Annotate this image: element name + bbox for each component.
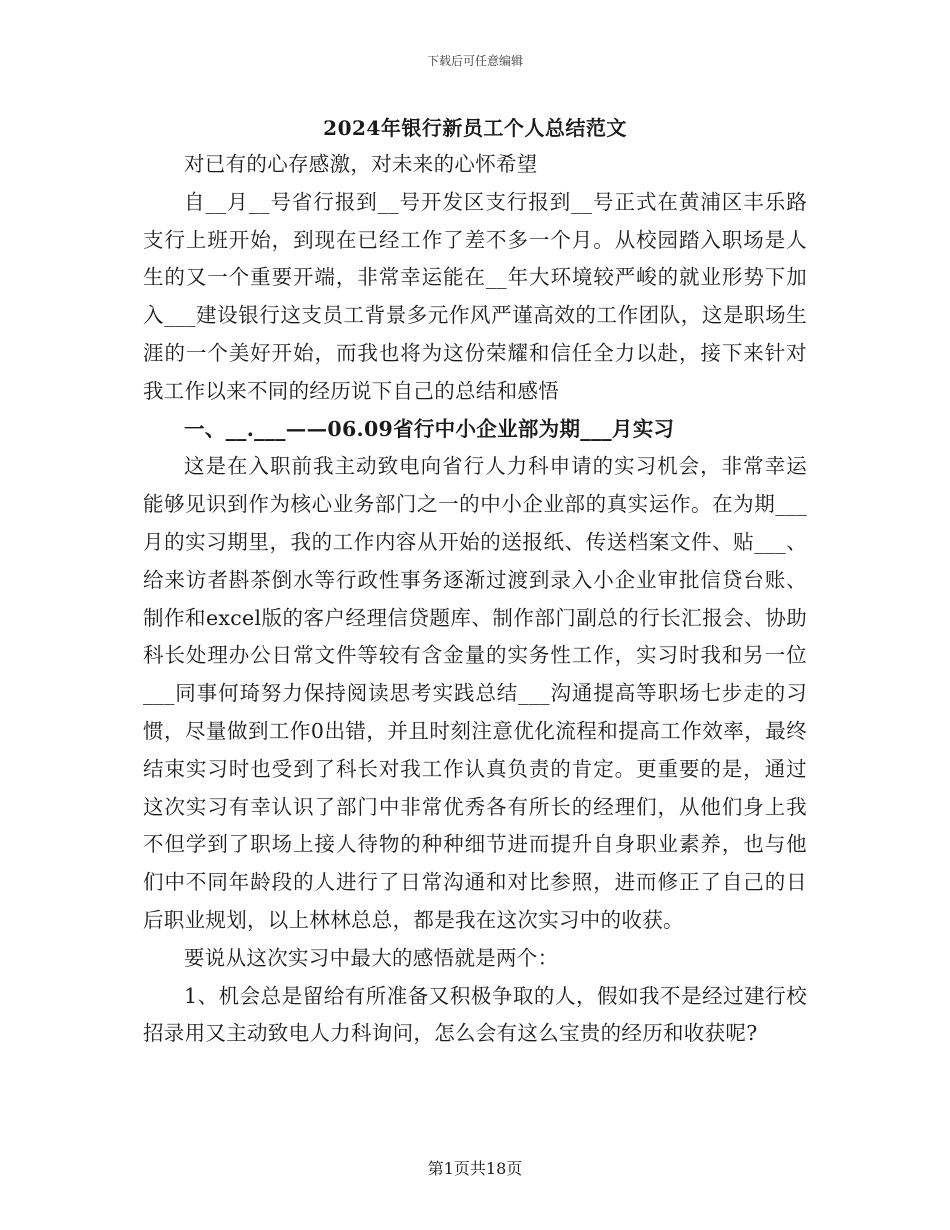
header-note: 下载后可任意编辑 — [426, 54, 523, 68]
intro-paragraph: 自__月__号省行报到__号开发区支行报到__号正式在黄浦区丰乐路支行上班开始，到现在已经工作了差不多一个月。从校园踏入职场是人生的又一个重要开端，非常幸运能在__年大环境较严峻的就业形势下加入___建设银行这支员工背景多元作风严谨高效的工作团队，这是职场生涯的一个美好开始，而我也将为这份荣耀和信任全力以赴，接下来针对我工作以来不同的经历说下自己的总结和感悟 — [143, 189, 807, 403]
page-footer: 第1页共18页 — [427, 1159, 523, 1178]
section-paragraph-internship: 这是在入职前我主动致电向省行人力科申请的实习机会，非常幸运能够见识到作为核心业务部门之一的中小企业部的真实运作。在为期___月的实习期里，我的工作内容从开始的送报纸、传送档案文件、贴___、给来访者斟茶倒水等行政性事务逐渐过渡到录入小企业审批信贷台账、制作和excel版的客户经理信贷题库、制作部门副总的行长汇报会、协助科长处理办公日常文件等较有含金量的实务性工作，实习时我和另一位___同事何琦努力保持阅读思考实践总结___沟通提高等职场七步走的习惯，尽量做到工作0出错，并且时刻注意优化流程和提高工作效率，最终结束实习时也受到了科长对我工作认真负责的肯定。更重要的是，通过这次实习有幸认识了部门中非常优秀各有所长的经理们，从他们身上我不但学到了职场上接人待物的种种细节进而提升自身职业素养，也与他们中不同年龄段的人进行了日常沟通和对比参照，进而修正了自己的日后职业规划，以上林林总总，都是我在这次实习中的收获。 — [143, 454, 807, 932]
section-paragraph-insights: 要说从这次实习中最大的感悟就是两个： — [184, 945, 559, 970]
section-paragraph-point-1: 1、机会总是留给有所准备又积极争取的人，假如我不是经过建行校招录用又主动致电人力科询问，怎么会有这么宝贵的经历和收获呢? — [143, 983, 807, 1046]
subtitle-paragraph: 对已有的心存感激，对未来的心怀希望 — [184, 152, 538, 176]
section-heading: 一、__.___——06.09省行中小企业部为期___月实习 — [184, 416, 675, 441]
document-title: 2024年银行新员工个人总结范文 — [323, 116, 627, 140]
document-body — [143, 110, 807, 1053]
